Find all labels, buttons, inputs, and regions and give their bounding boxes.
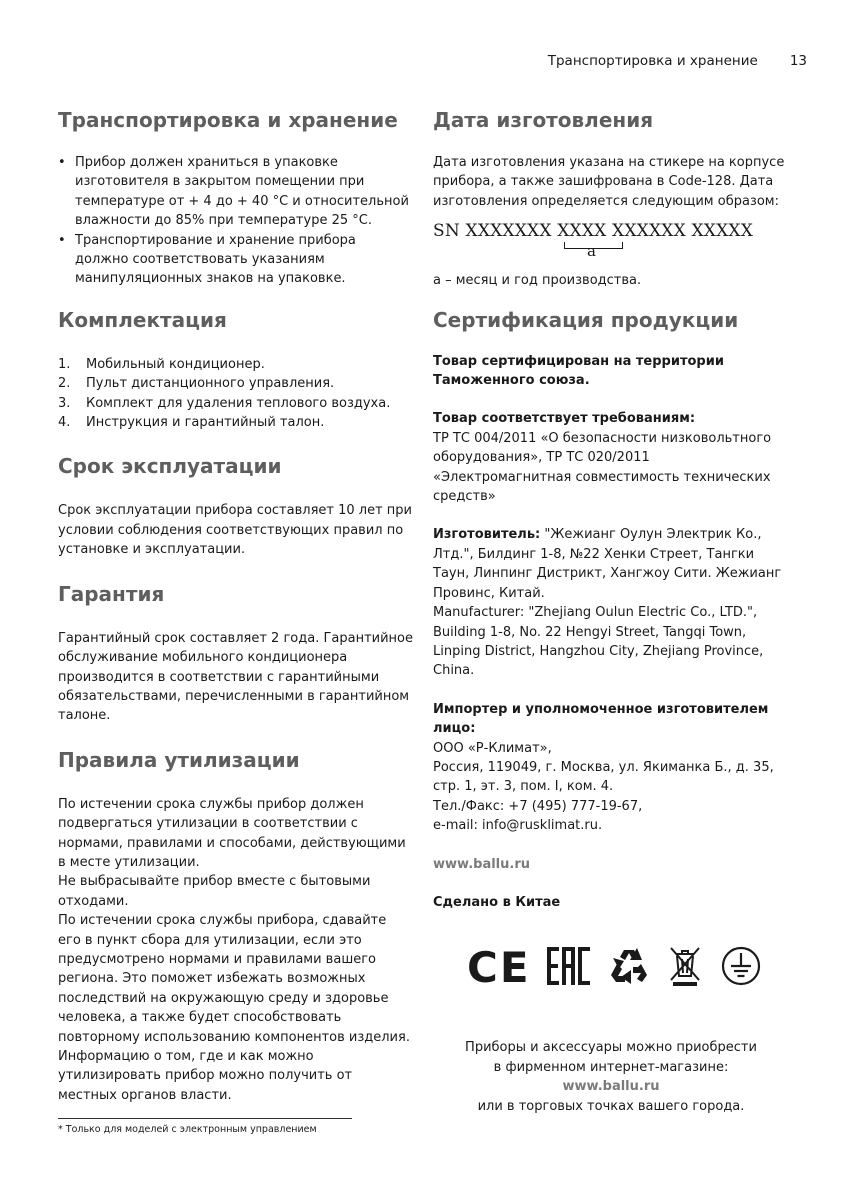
item-text: Инструкция и гарантийный талон. (86, 415, 325, 431)
list-item: • Прибор должен храниться в упаковке изготовителя в закрытом помещении при температуре от + 4 до + 40 °С и относительной влажности до 85% при температуре 25 °С. (58, 153, 413, 231)
made-in-label: Сделано в Китае (433, 894, 561, 910)
service-life-text: Срок эксплуатации прибора составляет 10 лет при условии соблюдения соответствующих правил по установке и эксплуатации. (58, 503, 412, 558)
importer-email: e-mail: info@rusklimat.ru. (433, 818, 603, 834)
serial-number-scheme (433, 221, 789, 271)
section-title-kit: Комплектация (58, 307, 227, 332)
manufacture-date-text: Дата изготовления указана на стикере на корпусе прибора, а также зашифрована в Code-128. Дата изготовления определяется следующим образом: (433, 155, 785, 209)
section-disposal (58, 748, 413, 1106)
certified-statement: Товар сертифицирован на территории Таможенного союза. (433, 353, 724, 389)
section-title-transport: Транспортировка и хранение (58, 108, 398, 132)
purchase-note (433, 1038, 789, 1116)
section-service-life (58, 454, 413, 559)
manufacturer-label: Изготовитель: (433, 527, 541, 543)
left-column (58, 108, 413, 1105)
section-warranty (58, 582, 413, 726)
section-kit (58, 308, 413, 433)
serial-number-code: SN XXXXXXX XXXX XXXXXX XXXXX (433, 221, 753, 242)
purchase-line: в фирменном интернет-магазине: (493, 1059, 729, 1075)
requirements-text: ТР ТС 004/2011 «О безопасности низковольтного оборудования», ТР ТС 020/2011 «Электромагнитная совместимость технических средств» (433, 430, 772, 505)
purchase-website-link[interactable]: www.ballu.ru (562, 1079, 660, 1095)
manufacturer-text: "Жежианг Оулун Электрик Ко., Лтд.", Билдинг 1-8, №22 Хенки Стреет, Тангки Таун, Линпинг Дистрикт, Хангжоу Сити. Жежианг Провинс, Китай. (433, 527, 782, 601)
importer-phone: Тел./Факс: +7 (495) 777-19-67, (433, 798, 643, 814)
section-title-service-life: Срок эксплуатации (58, 454, 282, 479)
manufacturer-block (433, 525, 789, 603)
section-title-disposal: Правила утилизации (58, 747, 300, 772)
item-text: Комплект для удаления теплового воздуха. (86, 395, 391, 411)
item-number: 4. (58, 415, 71, 431)
recycling-icon (607, 944, 651, 988)
running-header-title: Транспортировка и хранение (547, 53, 758, 69)
disposal-paragraph: Не выбрасывайте прибор вместе с бытовыми отходами. (58, 874, 371, 909)
website-link[interactable]: www.ballu.ru (433, 856, 530, 872)
manufacturer-english: Manufacturer: "Zhejiang Oulun Electric Co., LTD.", Building 1-8, No. 22 Hengyi Street, Tangqi Town, Linping District, Hangzhou City, Zhejiang Province, China. (433, 605, 764, 679)
disposal-paragraph: По истечении срока службы прибора, сдавайте его в пункт сбора для утилизации, если это предусмотрено нормами и правилами вашего региона. Это поможет избежать возможных последствий на окружающую среду и здоровье человека, а также будет способствовать повторному использованию компонентов изделия. (58, 913, 410, 1045)
requirements-label: Товар соответствует требованиям: (433, 411, 696, 427)
compliance-marks (441, 940, 789, 992)
item-number: 1. (58, 356, 71, 372)
section-title-certification: Сертификация продукции (433, 307, 739, 332)
list-item (58, 413, 413, 432)
page-number: 13 (789, 53, 807, 69)
list-item (58, 355, 413, 374)
importer-name: ООО «Р-Климат», (433, 740, 552, 756)
transport-list (58, 153, 413, 289)
item-number: 2. (58, 376, 71, 392)
manufacture-date-legend: а – месяц и год производства. (433, 273, 642, 289)
footnote: * Только для моделей с электронным управлением (58, 1124, 317, 1135)
kit-list (58, 355, 413, 433)
serial-marker: a (587, 242, 596, 261)
disposal-paragraph: По истечении срока службы прибор должен подвергаться утилизации в соответствии с нормами, правилами и способами, действующими в месте утилизации. (58, 796, 406, 870)
section-title-manufacture-date: Дата изготовления (433, 108, 654, 132)
section-transport (58, 108, 413, 289)
item-text: Пульт дистанционного управления. (86, 376, 335, 392)
running-header (548, 53, 807, 69)
crossed-bin-icon (667, 944, 703, 988)
importer-address: Россия, 119049, г. Москва, ул. Якиманка Б., д. 35, стр. 1, эт. 3, пом. I, ком. 4. (433, 759, 774, 795)
section-manufacture-date (433, 108, 789, 291)
list-item (58, 394, 413, 413)
warranty-text: Гарантийный срок составляет 2 года. Гарантийное обслуживание мобильного кондиционера производится в соответствии с гарантийными обязательствами, перечисленными в гарантийном талоне. (58, 630, 413, 724)
ce-mark-icon (467, 944, 531, 988)
list-item (58, 374, 413, 393)
eac-mark-icon (547, 944, 591, 988)
importer-label: Импортер и уполномоченное изготовителем лицо: (433, 701, 769, 737)
section-title-warranty: Гарантия (58, 581, 165, 606)
right-column (433, 108, 789, 1116)
section-certification (433, 308, 789, 913)
item-text: Мобильный кондиционер. (86, 356, 265, 372)
ce-mark-text: CE (467, 944, 531, 989)
footnote-divider (58, 1118, 352, 1119)
list-item: • Транспортирование и хранение прибора должно соответствовать указаниям манипуляционных знаков на упаковке. (58, 231, 413, 289)
item-number: 3. (58, 395, 71, 411)
disposal-paragraph: Информацию о том, где и как можно утилизировать прибор можно получить от местных органов власти. (58, 1049, 353, 1103)
purchase-line: или в торговых точках вашего города. (477, 1098, 745, 1114)
ground-icon (719, 944, 763, 988)
purchase-line: Приборы и аксессуары можно приобрести (465, 1040, 757, 1056)
